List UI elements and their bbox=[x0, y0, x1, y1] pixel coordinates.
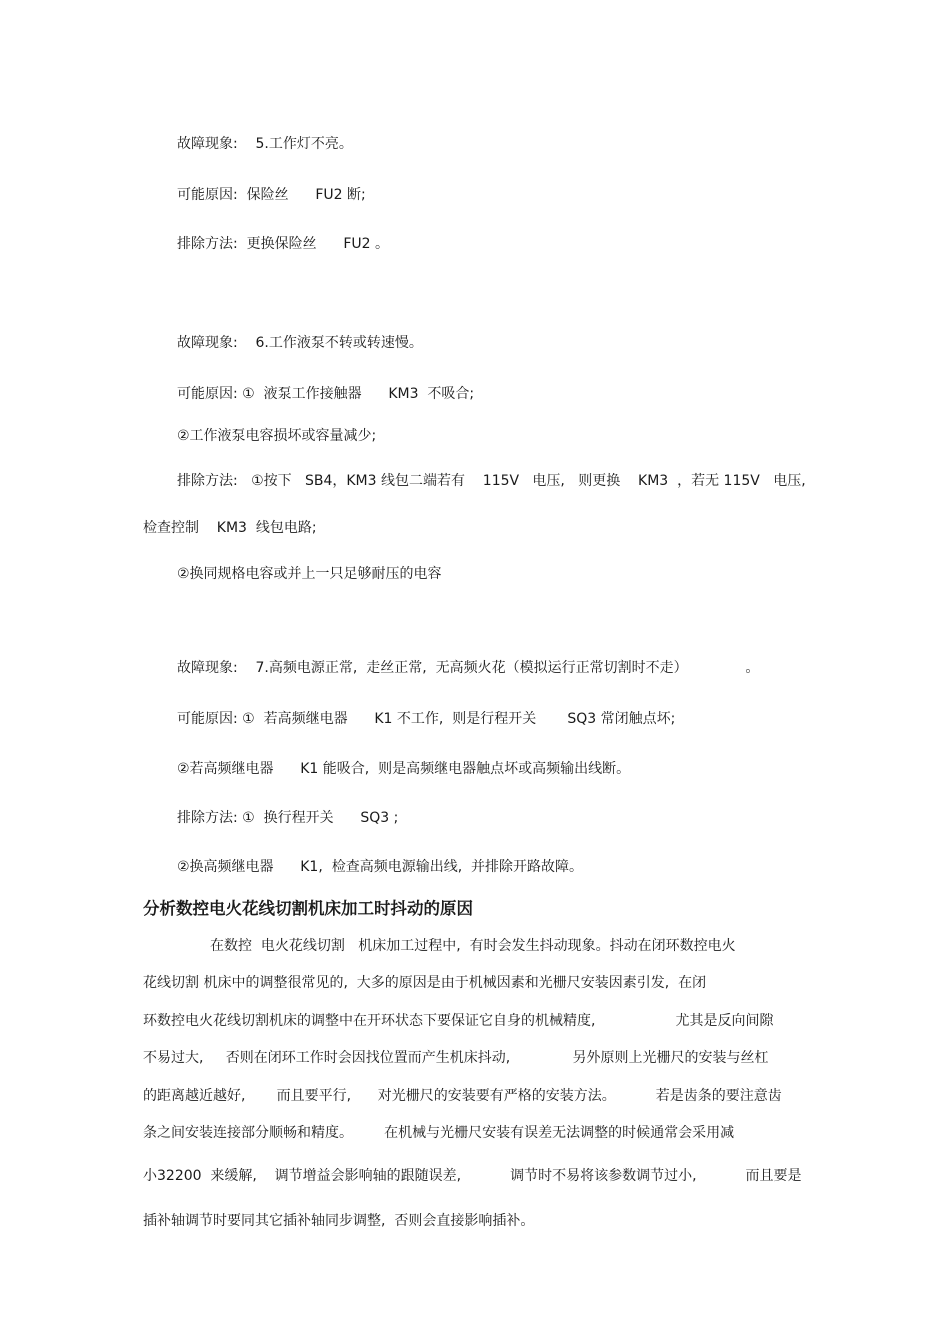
fault7-symptom: 故障现象: 7.高频电源正常, 走丝正常, 无高频火花（模拟运行正常切割时不走） 。 bbox=[177, 660, 760, 676]
paragraph-line: 环数控电火花线切割机床的调整中在开环状态下要保证它自身的机械精度, 尤其是反向间隙 bbox=[143, 1013, 774, 1029]
fault6-cause-1: 可能原因: ① 液泵工作接触器 KM3 不吸合; bbox=[177, 386, 475, 402]
fault6-symptom: 故障现象: 6.工作液泵不转或转速慢。 bbox=[177, 335, 423, 351]
fault6-fix-1: 排除方法: ①按下 SB4，KM3 线包二端若有 115V 电压, 则更换 KM3 ，若无 115V 电压, bbox=[177, 473, 806, 489]
paragraph-line: 小32200 来缓解, 调节增益会影响轴的跟随误差, 调节时不易将该参数调节过小, 而且要是 bbox=[143, 1168, 802, 1184]
fault7-fix-1: 排除方法: ① 换行程开关 SQ3 ; bbox=[177, 810, 399, 826]
paragraph-line: 花线切割 机床中的调整很常见的, 大多的原因是由于机械因素和光栅尺安装因素引发, 在闭 bbox=[143, 975, 707, 991]
fault5-cause: 可能原因: 保险丝 FU2 断; bbox=[177, 187, 366, 203]
paragraph-line: 在数控 电火花线切割 机床加工过程中, 有时会发生抖动现象。抖动在闭环数控电火 bbox=[210, 938, 736, 954]
paragraph-line: 的距离越近越好, 而且要平行, 对光栅尺的安装要有严格的安装方法。 若是齿条的要注意齿 bbox=[143, 1088, 782, 1104]
paragraph-line: 不易过大, 否则在闭环工作时会因找位置而产生机床抖动, 另外原则上光栅尺的安装与丝杠 bbox=[143, 1050, 769, 1066]
fault6-fix-2: ②换同规格电容或并上一只足够耐压的电容 bbox=[177, 566, 442, 582]
paragraph-line: 条之间安装连接部分顺畅和精度。 在机械与光栅尺安装有误差无法调整的时候通常会采用减 bbox=[143, 1125, 735, 1141]
fault5-symptom: 故障现象: 5.工作灯不亮。 bbox=[177, 136, 353, 152]
section-heading: 分析数控电火花线切割机床加工时抖动的原因 bbox=[143, 899, 473, 918]
fault5-fix: 排除方法: 更换保险丝 FU2 。 bbox=[177, 236, 389, 252]
fault7-cause-2: ②若高频继电器 K1 能吸合, 则是高频继电器触点坏或高频输出线断。 bbox=[177, 761, 631, 777]
paragraph-line: 插补轴调节时要同其它插补轴同步调整, 否则会直接影响插补。 bbox=[143, 1213, 535, 1229]
fault7-fix-2: ②换高频继电器 K1, 检查高频电源输出线, 并排除开路故障。 bbox=[177, 859, 584, 875]
fault6-fix-1-continued: 检查控制 KM3 线包电路; bbox=[143, 520, 317, 536]
fault6-cause-2: ②工作液泵电容损坏或容量减少; bbox=[177, 428, 377, 444]
fault7-cause-1: 可能原因: ① 若高频继电器 K1 不工作, 则是行程开关 SQ3 常闭触点坏; bbox=[177, 711, 676, 727]
